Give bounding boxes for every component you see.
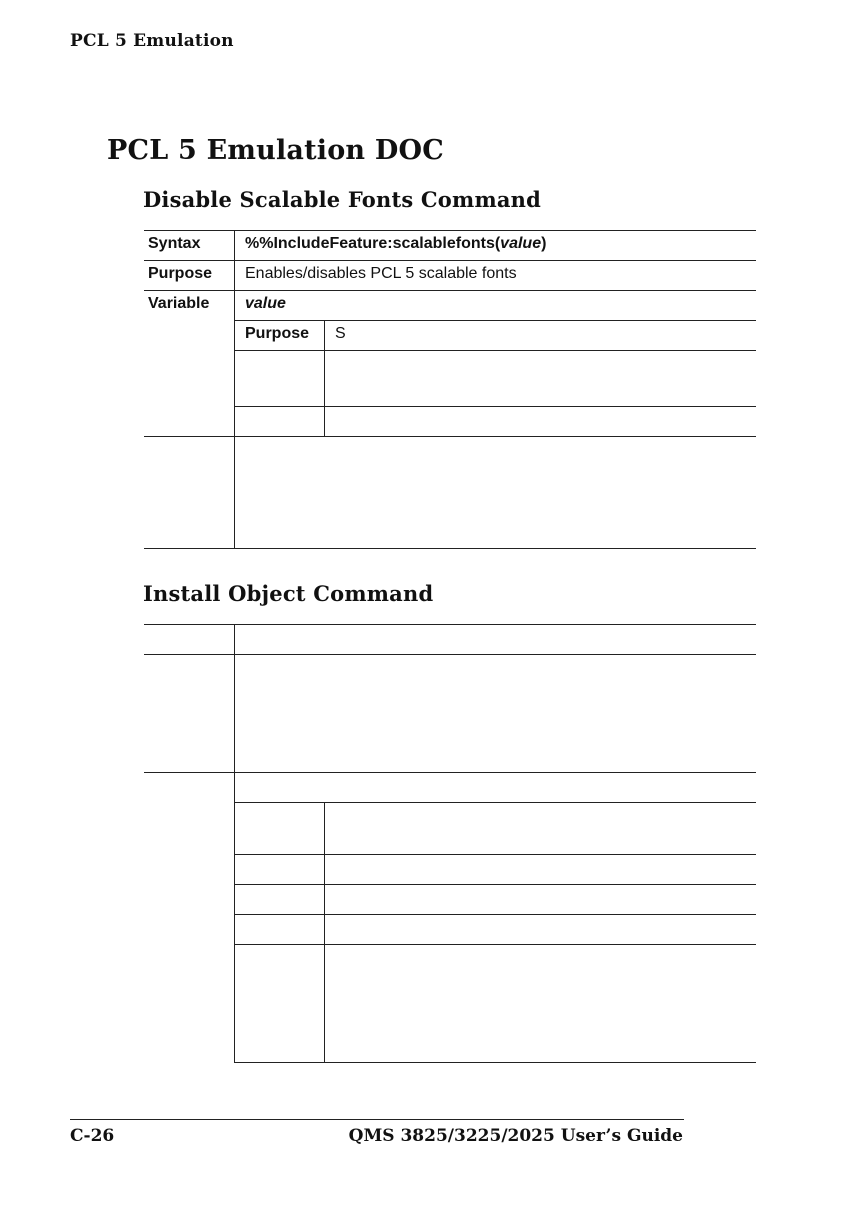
page-number: C-26 (70, 1126, 115, 1146)
table-rule (144, 230, 756, 231)
table-rule (234, 406, 756, 407)
syntax-label: Syntax (148, 235, 201, 252)
syntax-param: value (500, 235, 542, 252)
table-rule (144, 654, 756, 655)
table-column-rule (324, 320, 325, 437)
table-rule (144, 772, 756, 773)
table-rule (144, 290, 756, 291)
book-title: QMS 3825/3225/2025 User’s Guide (348, 1126, 683, 1146)
table-rule (234, 802, 756, 803)
variable-value: value (245, 295, 286, 312)
install-object-table (144, 624, 756, 1063)
section-title-disable-scalable-fonts: Disable Scalable Fonts Command (143, 187, 542, 212)
table-column-rule (234, 624, 235, 1063)
purpose-value: Enables/disables PCL 5 scalable fonts (245, 265, 517, 282)
table-column-rule (234, 230, 235, 549)
purpose-label: Purpose (148, 265, 213, 282)
section-title-install-object: Install Object Command (143, 581, 434, 606)
table-rule (234, 854, 756, 855)
table-rule (234, 914, 756, 915)
table-rule (144, 624, 756, 625)
syntax-suffix: ) (541, 235, 547, 252)
table-rule (234, 350, 756, 351)
table-rule (144, 548, 756, 549)
variable-purpose-label: Purpose (245, 325, 310, 342)
syntax-prefix: %%IncludeFeature:scalablefonts( (245, 235, 501, 252)
running-header: PCL 5 Emulation (70, 31, 234, 51)
table-column-rule (324, 802, 325, 1063)
footer-rule (70, 1119, 684, 1120)
syntax-value (245, 234, 546, 254)
disable-scalable-fonts-table (144, 230, 756, 549)
table-rule (144, 260, 756, 261)
table-rule (144, 436, 756, 437)
table-rule (234, 1062, 756, 1063)
table-rule (234, 884, 756, 885)
variable-purpose-value: S (335, 325, 346, 342)
table-rule (234, 320, 756, 321)
page-title: PCL 5 Emulation DOC (107, 135, 444, 166)
table-rule (234, 944, 756, 945)
variable-label: Variable (148, 295, 210, 312)
